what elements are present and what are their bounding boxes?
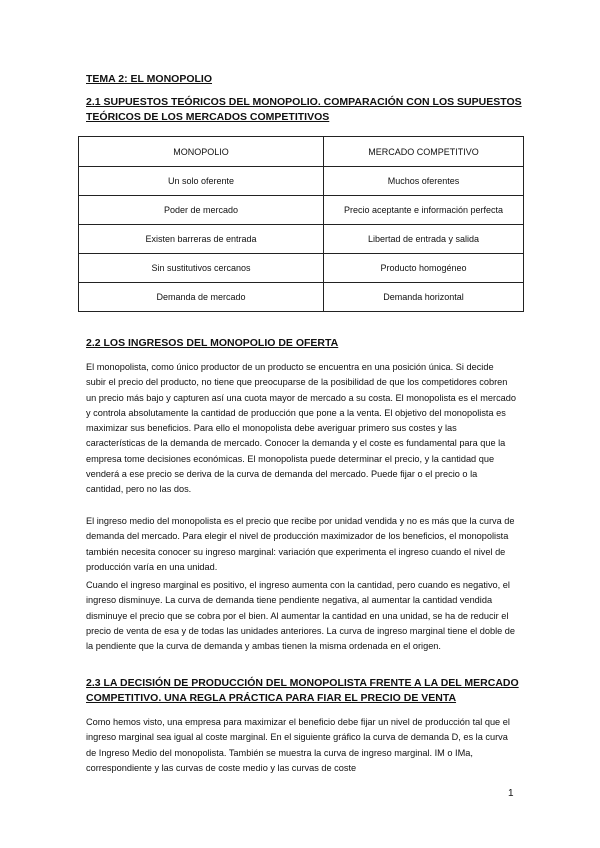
document-title: TEMA 2: EL MONOPOLIO — [86, 73, 213, 85]
table-cell: Sin sustitutivos cercanos — [79, 254, 324, 283]
table-header-row — [79, 137, 524, 167]
table-row — [79, 283, 524, 312]
section-heading-2-1: 2.1 SUPUESTOS TEÓRICOS DEL MONOPOLIO. COMPARACIÓN CON LOS SUPUESTOS TEÓRICOS DE LOS MERCADOS COMPETITIVOS — [86, 96, 522, 123]
table-cell: Un solo oferente — [79, 167, 324, 196]
table-cell: Demanda de mercado — [79, 283, 324, 312]
comparison-table — [78, 136, 524, 312]
table-row — [79, 254, 524, 283]
table-cell: Existen barreras de entrada — [79, 225, 324, 254]
table-row — [79, 225, 524, 254]
page-number: 1 — [508, 788, 514, 799]
table-cell: Libertad de entrada y salida — [324, 225, 524, 254]
section-heading-2-3: 2.3 LA DECISIÓN DE PRODUCCIÓN DEL MONOPOLISTA FRENTE A LA DEL MERCADO COMPETITIVO. UNA REGLA PRÁCTICA PARA FIAR EL PRECIO DE VENTA — [86, 677, 519, 704]
table-cell: Precio aceptante e información perfecta — [324, 196, 524, 225]
paragraph: Cuando el ingreso marginal es positivo, el ingreso aumenta con la cantidad, pero cuando es negativo, el ingreso disminuye. La curva de demanda tiene pendiente negativa, al aumentar la cantidad vendida disminuye el precio que se cobra por el bien. Al aumentar la cantidad en una unidad, se ha de reducir el precio de venta de esa y de todas las unidades anteriores. La curva de ingreso marginal tiene el doble de la pendiente que la curva de demanda y ambas tienen la misma ordenada en el origen. — [86, 580, 516, 652]
table-header-cell: MERCADO COMPETITIVO — [324, 137, 524, 167]
paragraph: El monopolista, como único productor de un producto se encuentra en una posición única. Si decide subir el precio del producto, no tiene que preocuparse de la posibilidad de que los competidores cobren un precio más bajo y capturen así una cuota mayor de mercado a su costa. El monopolista es el mercado y controla absolutamente la cantidad de producción que pone a la venta. El objetivo del monopolista es maximizar sus beneficios. Para ello el monopolista debe averiguar primero sus costes y las características de la demanda de mercado. Conocer la demanda y el coste es fundamental para que la empresa tome decisiones económicas. El monopolista puede determinar el precio, y la cantidad que venderá a ese precio se deriva de la curva de demanda del mercado. Puede fijar o el precio o la cantidad, pero no las dos. — [86, 362, 517, 495]
paragraph: El ingreso medio del monopolista es el precio que recibe por unidad vendida y no es más que la curva de demanda del mercado. Para elegir el nivel de producción maximizador de los beneficios, el monopolista también necesita conocer su ingreso marginal: variación que experimenta el ingreso cuando el nivel de producción varía en una unidad. — [86, 516, 515, 572]
table-header-cell: MONOPOLIO — [79, 137, 324, 167]
table-row — [79, 196, 524, 225]
section-heading-2-2: 2.2 LOS INGRESOS DEL MONOPOLIO DE OFERTA — [86, 337, 339, 349]
table-cell: Poder de mercado — [79, 196, 324, 225]
table-row — [79, 167, 524, 196]
table-cell: Producto homogéneo — [324, 254, 524, 283]
table-cell: Muchos oferentes — [324, 167, 524, 196]
table-cell: Demanda horizontal — [324, 283, 524, 312]
paragraph: Como hemos visto, una empresa para maximizar el beneficio debe fijar un nivel de producción tal que el ingreso marginal sea igual al coste marginal. En el siguiente gráfico la curva de demanda D, es la curva de Ingreso Medio del monopolista. También se muestra la curva de ingreso marginal. IM o IMa, correspondiente y las curvas de coste medio y las curvas de coste — [86, 717, 510, 773]
